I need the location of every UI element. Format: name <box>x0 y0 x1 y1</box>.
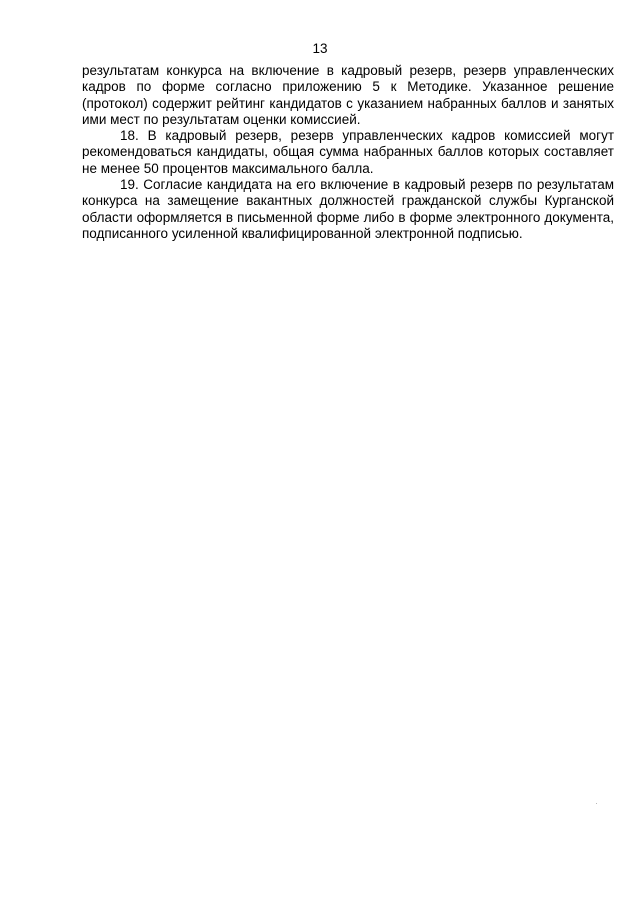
document-body <box>82 63 614 242</box>
paragraph-item-19: 19. Согласие кандидата на его включение в кадровый резерв по результатам конкурса на замещение вакантных должностей гражданской службы Курганской области оформляется в письменной форме либо в форме электронного документа, подписанного усиленной квалифицированной электронной подписью. <box>82 177 614 241</box>
paragraph-continuation: результатам конкурса на включение в кадровый резерв, резерв управленческих кадров по форме согласно приложению 5 к Методике. Указанное решение (протокол) содержит рейтинг кандидатов с указанием набранных баллов и занятых ими мест по результатам оценки комиссией. <box>82 63 614 127</box>
page-number: 13 <box>312 41 328 56</box>
scan-speck <box>596 803 597 804</box>
paragraph-item-18: 18. В кадровый резерв, резерв управленческих кадров комиссией могут рекомендоваться кандидаты, общая сумма набранных баллов которых составляет не менее 50 процентов максимального балла. <box>82 128 614 176</box>
